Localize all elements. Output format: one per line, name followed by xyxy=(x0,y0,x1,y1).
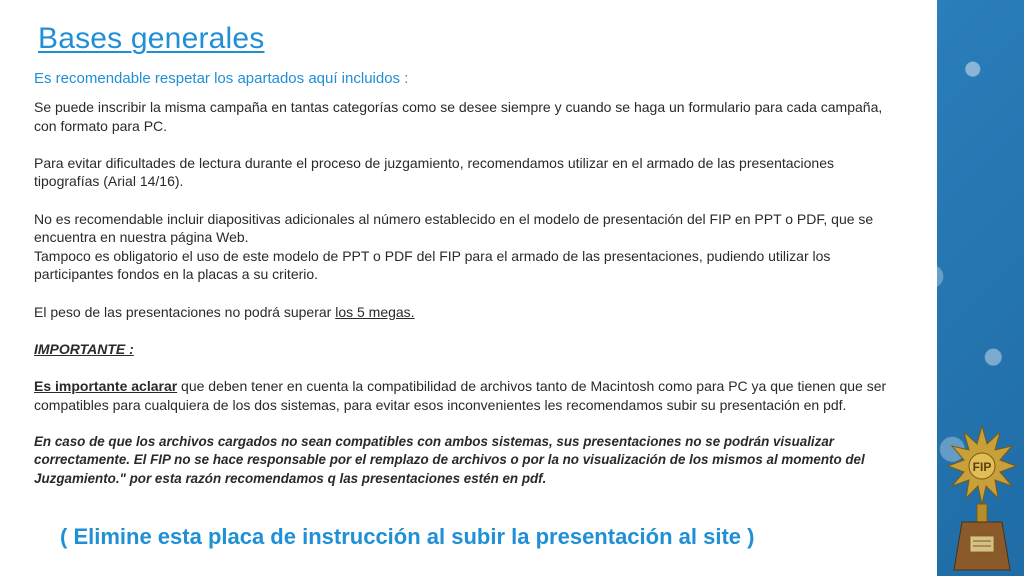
trophy-label: FIP xyxy=(972,460,992,474)
file-size-text: El peso de las presentaciones no podrá superar xyxy=(34,303,336,320)
paragraph-file-size xyxy=(34,303,902,322)
paragraph-typography: Para evitar dificultades de lectura durante el proceso de juzgamiento, recomendamos utilizar en el armado de las presentaciones tipografías (Arial 14/16). xyxy=(34,154,835,190)
subtitle: Es recomendable respetar los apartados aquí incluidos : xyxy=(34,70,409,87)
paragraph-campaign: Se puede inscribir la misma campaña en tantas categorías como se desee siempre y cuando se haga un formulario para cada campaña, con formato para PC. xyxy=(34,99,883,134)
paragraph-extra-slides: No es recomendable incluir diapositivas adicionales al número establecido en el modelo de presentación del FIP en PPT o PDF, que se encuentra en nuestra página Web. xyxy=(34,210,874,246)
trophy-sun xyxy=(948,426,1016,504)
instructions-body xyxy=(34,98,902,488)
compatibility-lead: Es importante aclarar xyxy=(34,377,178,394)
paragraph-compatibility-note: En caso de que los archivos cargados no sean compatibles con ambos sistemas, sus presentaciones no se podrán visualizar correctamente. El FIP no se hace responsable por el remplazo de archivos o por la no visualización de los mismos al momento del Juzgamiento." por esta razón recomendamos q las presentaciones estén en pdf. xyxy=(34,433,865,486)
paragraph-template-optional: Tampoco es obligatorio el uso de este modelo de PPT o PDF del FIP para el armado de las presentaciones, pudiendo utilizar los participantes fondos en la placas a su criterio. xyxy=(34,247,831,283)
important-label: IMPORTANTE : xyxy=(34,340,134,357)
fip-trophy-icon xyxy=(940,420,1024,576)
compatibility-text: que deben tener en cuenta la compatibilidad de archivos tanto de Macintosh como para PC ya que tienen que ser compatibles para cualquiera de los dos sistemas, para evitar esos inconvenientes les recomendamos subir su presentación en pdf. xyxy=(34,377,887,413)
footer-instruction: ( Elimine esta placa de instrucción al subir la presentación al site ) xyxy=(60,524,755,549)
file-size-limit: los 5 megas. xyxy=(335,303,415,320)
page-title: Bases generales xyxy=(38,22,265,55)
paragraph-compatibility xyxy=(34,377,902,414)
